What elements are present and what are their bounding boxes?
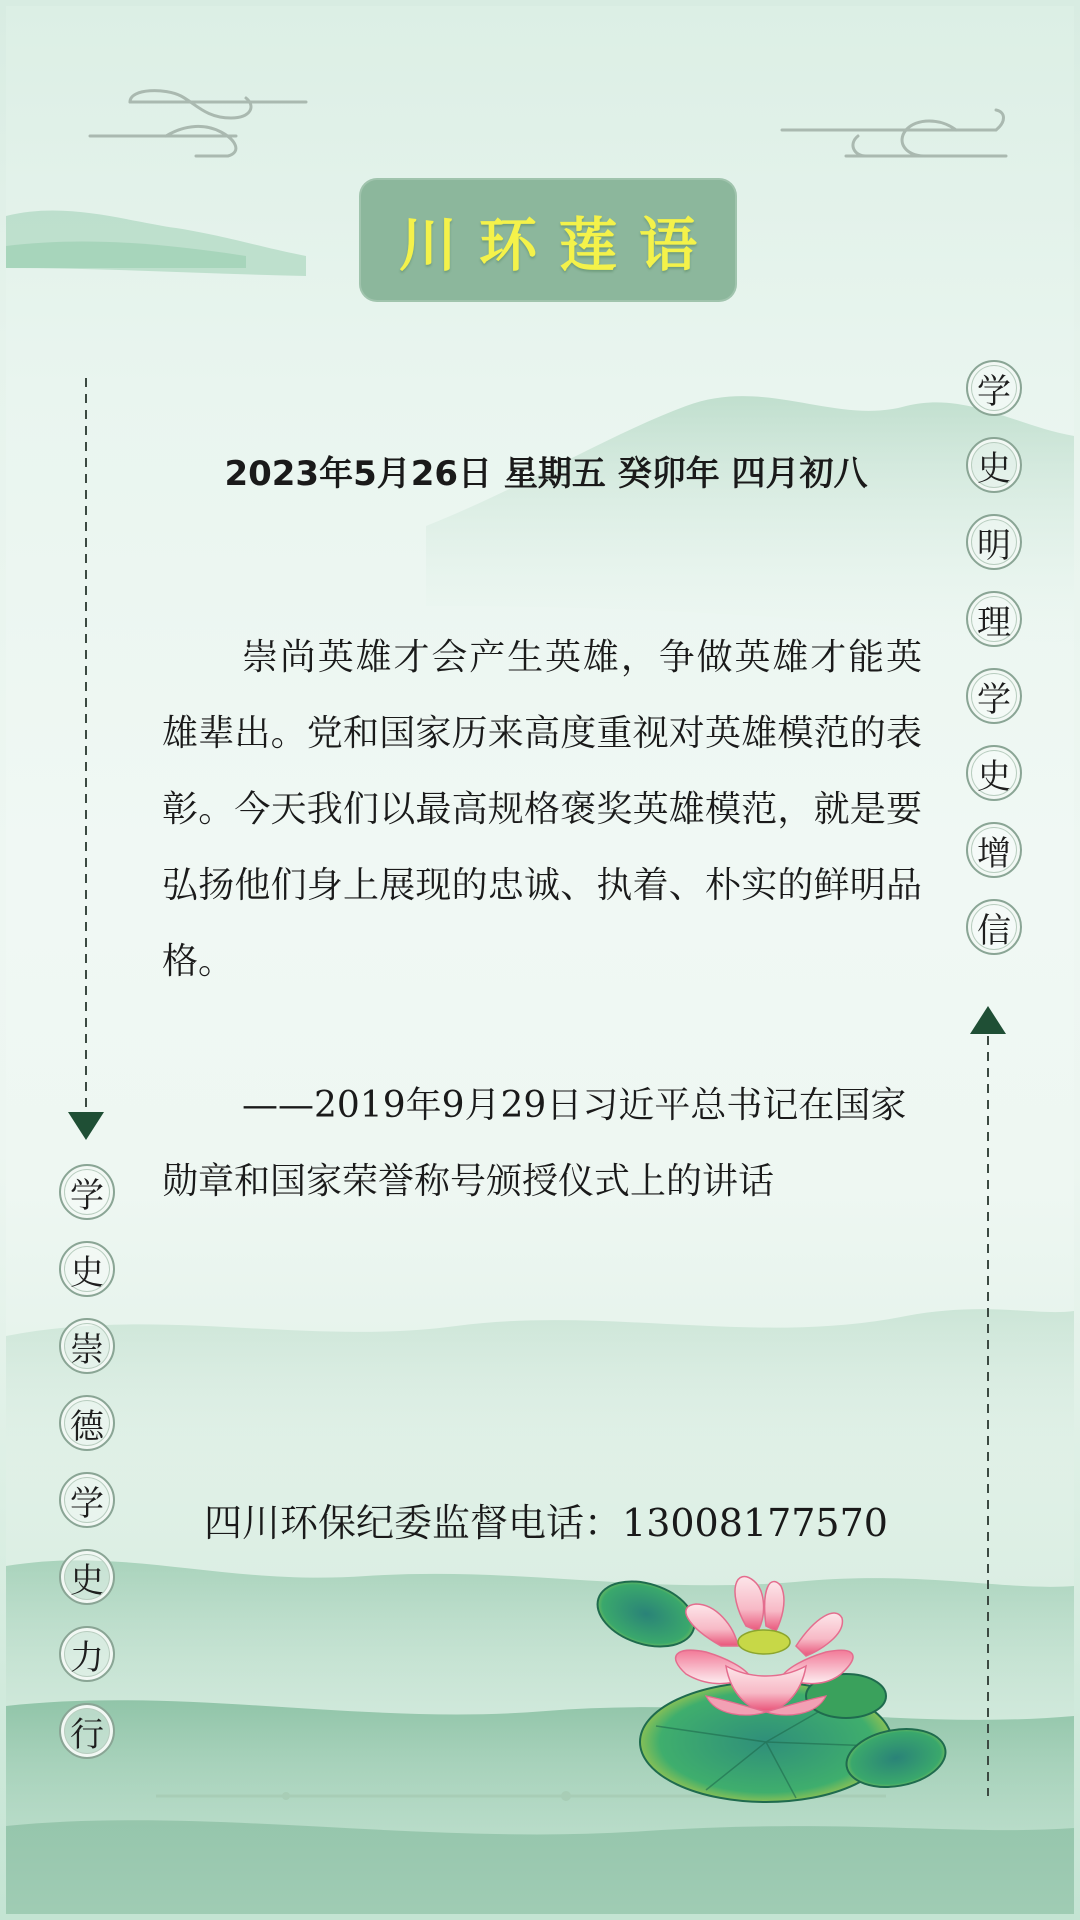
- motto-char: 史: [966, 745, 1022, 801]
- poster-canvas: [6, 6, 1074, 1914]
- motto-char: 德: [59, 1395, 115, 1451]
- motto-char: 力: [59, 1626, 115, 1682]
- motto-char: 行: [59, 1703, 115, 1759]
- motto-char: 明: [966, 514, 1022, 570]
- motto-char: 信: [966, 899, 1022, 955]
- motto-char: 增: [966, 822, 1022, 878]
- motto-char: 学: [59, 1164, 115, 1220]
- motto-char: 史: [59, 1241, 115, 1297]
- body-paragraph: 崇尚英雄才会产生英雄，争做英雄才能英雄辈出。党和国家历来高度重视对英雄模范的表彰。今天我们以最高规格褒奖英雄模范，就是要弘扬他们身上展现的忠诚、执着、朴实的鲜明品格。: [162, 637, 922, 982]
- motto-char: 崇: [59, 1318, 115, 1374]
- motto-char: 学: [59, 1472, 115, 1528]
- left-vertical-motto: [59, 1164, 115, 1759]
- page-title: 川环莲语: [398, 211, 719, 279]
- motto-char: 史: [966, 437, 1022, 493]
- hotline-text: 四川环保纪委监督电话：13008177570: [204, 1501, 888, 1545]
- quote-source: ——2019年9月29日习近平总书记在国家勋章和国家荣誉称号颁授仪式上的讲话: [162, 1085, 907, 1202]
- right-vertical-motto: [966, 360, 1022, 955]
- motto-char: 史: [59, 1549, 115, 1605]
- date-line: 2023年5月26日 星期五 癸卯年 四月初八: [224, 454, 868, 494]
- title-banner: [359, 178, 737, 302]
- motto-char: 理: [966, 591, 1022, 647]
- motto-char: 学: [966, 360, 1022, 416]
- motto-char: 学: [966, 668, 1022, 724]
